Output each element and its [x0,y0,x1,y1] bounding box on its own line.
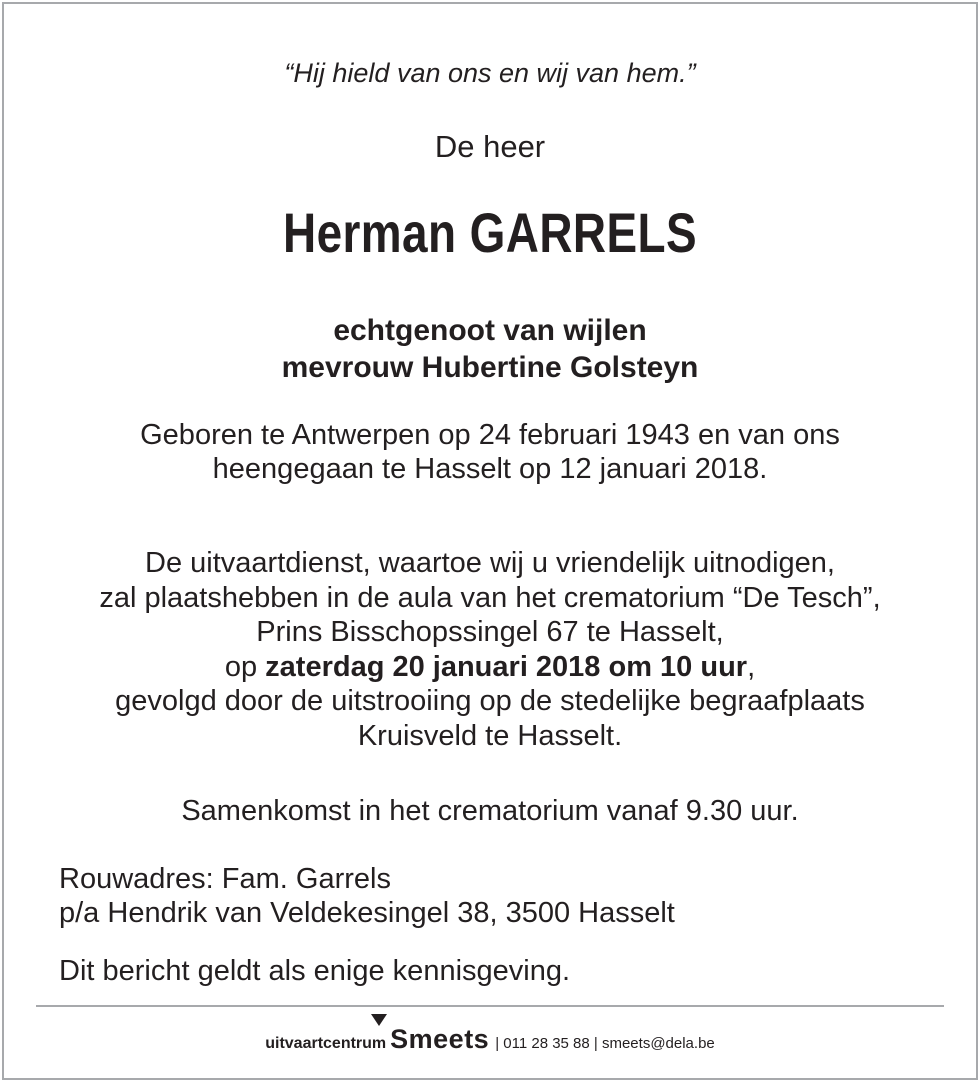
footer-divider [36,1005,944,1007]
spouse-info [0,312,980,386]
contact-info: | 011 28 35 88 | smeets@dela.be [495,1035,715,1052]
service-line-6: Kruisveld te Hasselt. [357,719,623,752]
footer-brand [0,1024,980,1055]
gathering-info: Samenkomst in het crematorium vanaf 9.30 uur. [181,795,799,827]
address-line-1: Rouwadres: Fam. Garrels [59,863,391,895]
service-date-suffix: , [747,650,756,683]
deceased-name: Herman GARRELS [283,201,697,264]
service-line-1: De uitvaartdienst, waartoe wij u vriendelijk uitnodigen, [145,547,835,579]
service-line-5: gevolgd door de uitstrooiing op de stedelijke begraafplaats [115,685,865,717]
brand-name: Smeets [390,1024,490,1054]
notice-text: Dit bericht geldt als enige kennisgeving. [59,955,571,987]
funeral-service-info [0,546,980,753]
death-line: heengegaan te Hasselt op 12 januari 2018. [212,453,768,485]
memorial-quote: “Hij hield van ons en wij van hem.” [284,58,696,88]
service-date: zaterdag 20 januari 2018 om 10 uur [265,650,748,683]
service-line-2: zal plaatshebben in de aula van het crematorium “De Tesch”, [99,581,881,614]
birth-line: Geboren te Antwerpen op 24 februari 1943 en van ons [140,419,840,451]
spouse-line-1: echtgenoot van wijlen [333,314,647,347]
brand-prefix: uitvaartcentrum [265,1035,387,1052]
service-date-prefix: op [224,650,266,683]
service-date-line [0,650,980,685]
birth-death-info [0,418,980,486]
spouse-line-2: mevrouw Hubertine Golsteyn [281,351,699,384]
service-line-3: Prins Bisschopssingel 67 te Hasselt, [256,616,724,648]
mourning-address [59,862,675,930]
honorific-title: De heer [434,129,546,164]
address-line-2: p/a Hendrik van Veldekesingel 38, 3500 Hasselt [59,897,675,929]
